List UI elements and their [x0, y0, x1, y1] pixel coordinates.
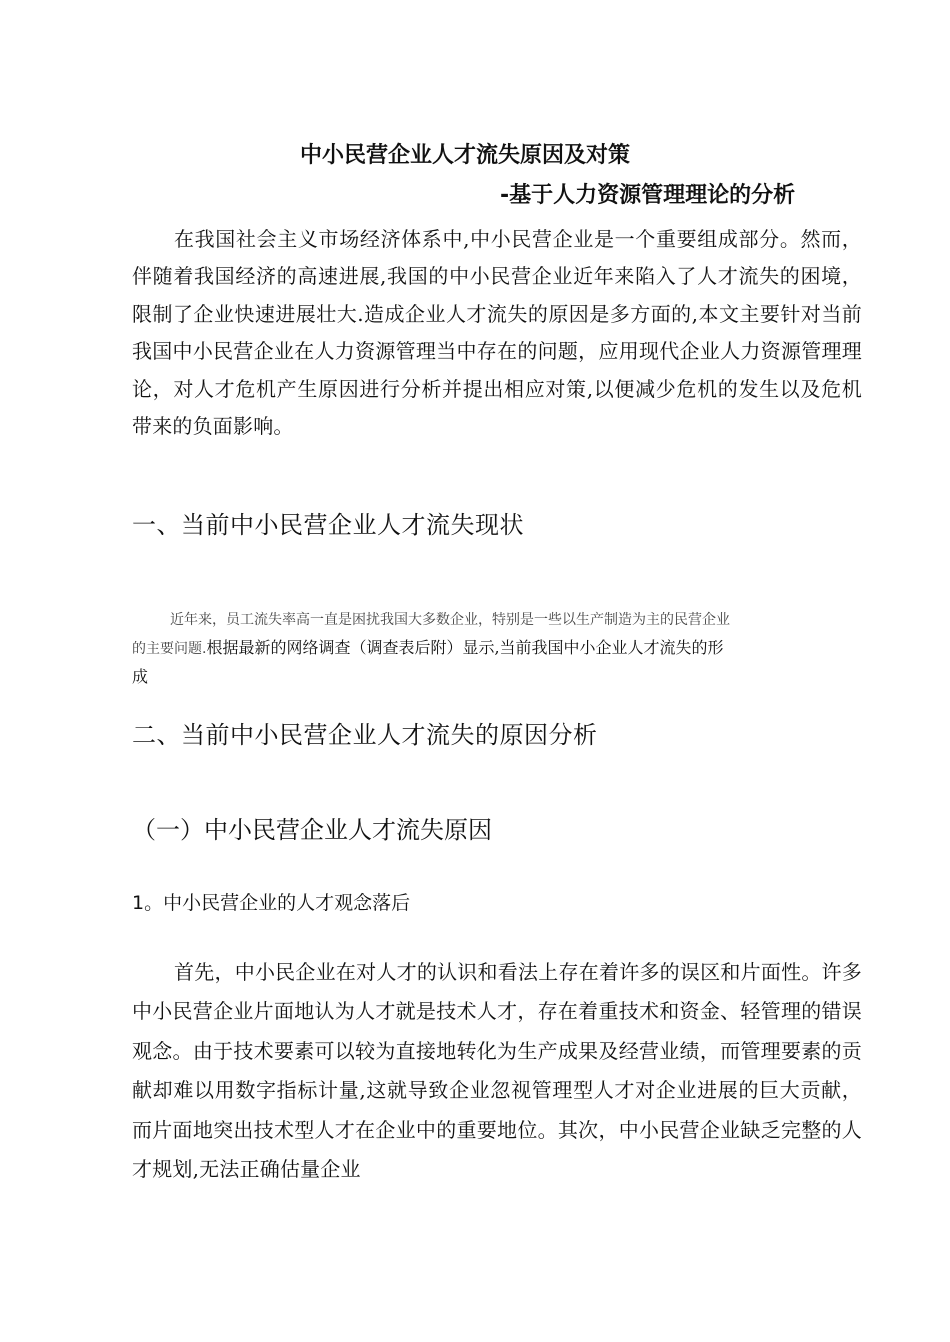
section2-subheading: （一）中小民营企业人才流失原因 [132, 816, 492, 844]
intro-paragraph: 在我国社会主义市场经济体系中,中小民营企业是一个重要组成部分。然而，伴随着我国经济的高速进展,我国的中小民营企业近年来陷入了人才流失的困境，限制了企业快速进展壮大.造成企业人才流失的原因是多方面的,本文主要针对当前我国中小民营企业在人力资源管理当中存在的问题，应用现代企业人力资源管理理论，对人才危机产生原因进行分析并提出相应对策,以便减少危机的发生以及危机带来的负面影响。 [132, 227, 862, 439]
document-title: 中小民营企业人才流失原因及对策 [300, 143, 631, 168]
document-subtitle: -基于人力资源管理理论的分析 [500, 183, 796, 208]
section1-line2-small: 的主要问题. [132, 641, 207, 657]
item1-paragraph: 首先，中小民企业在对人才的认识和看法上存在着许多的误区和片面性。许多中小民营企业片面地认为人才就是技术人才，存在着重技术和资金、轻管理的错误观念。由于技术要素可以较为直接地转化为生产成果及经营业绩，而管理要素的贡献却难以用数字指标计量,这就导致企业忽视管理型人才对企业进展的巨大贡献，而片面地突出技术型人才在企业中的重要地位。其次，中小民营企业缺乏完整的人才规划,无法正确估量企业 [132, 960, 862, 1182]
section1-heading: 一、当前中小民营企业人才流失现状 [132, 511, 524, 539]
item1-heading: 1。中小民营企业的人才观念落后 [132, 892, 411, 914]
section1-line2-rest: 根据最新的网络调查（调查表后附）显示,当前我国中小企业人才流失的形 [206, 638, 724, 657]
section1-body [132, 606, 862, 691]
section1-line2 [132, 634, 862, 663]
section1-line1: 近年来，员工流失率高一直是困扰我国大多数企业，特别是一些以生产制造为主的民营企业 [170, 612, 730, 628]
section2-heading: 二、当前中小民营企业人才流失的原因分析 [132, 721, 598, 749]
section1-line3: 成 [132, 667, 149, 686]
